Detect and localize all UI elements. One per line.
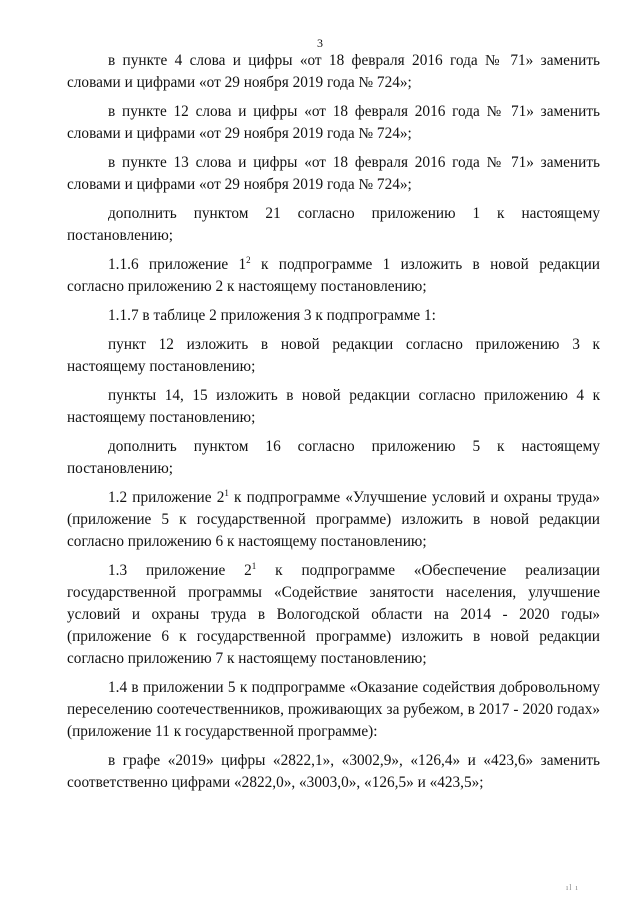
document-body — [67, 50, 600, 801]
paragraph-text: к подпрограмме «Улучшение условий и охраны труда» (приложение 5 к государственной программе) изложить в новой редакции согласно приложению 6 к настоящему постановлению; — [67, 489, 600, 550]
paragraph: пункт 12 изложить в новой редакции согласно приложению 3 к настоящему постановлению; — [67, 336, 600, 375]
paragraph-text: 1.3 приложение 2 — [108, 562, 252, 579]
paragraph-with-superscript — [67, 487, 600, 553]
superscript: 2 — [246, 254, 251, 265]
paragraph-with-superscript — [67, 254, 600, 298]
paragraph-text: 1.1.6 приложение 1 — [108, 256, 247, 273]
paragraph: 1.1.7 в таблице 2 приложения 3 к подпрограмме 1: — [108, 307, 436, 324]
paragraph: 1.4 в приложении 5 к подпрограмме «Оказание содействия добровольному переселению соотечественников, проживающих за рубежом, в 2017 - 2020 годах» (приложение 11 к государственной программе): — [67, 679, 600, 740]
paragraph: пункты 14, 15 изложить в новой редакции согласно приложению 4 к настоящему постановлению; — [67, 387, 600, 426]
superscript: 1 — [251, 560, 257, 571]
paragraph-text: к подпрограмме 1 изложить в новой редакции согласно приложению 2 к настоящему постановлению; — [67, 256, 600, 295]
scan-footer-mark: ıl ı — [566, 883, 579, 892]
page-number: 3 — [317, 36, 323, 50]
superscript: 1 — [224, 487, 229, 498]
paragraph: в пункте 13 слова и цифры «от 18 февраля 2016 года № 71» заменить словами и цифрами «от 29 ноября 2019 года № 724»; — [67, 154, 600, 193]
paragraph: в пункте 4 слова и цифры «от 18 февраля 2016 года № 71» заменить словами и цифрами «от 29 ноября 2019 года № 724»; — [67, 52, 600, 91]
paragraph: дополнить пунктом 21 согласно приложению 1 к настоящему постановлению; — [67, 205, 600, 244]
paragraph-text: 1.2 приложение 2 — [108, 489, 225, 506]
paragraph: в графе «2019» цифры «2822,1», «3002,9», «126,4» и «423,6» заменить соответственно цифрами «2822,0», «3003,0», «126,5» и «423,5»; — [67, 752, 600, 791]
paragraph: в пункте 12 слова и цифры «от 18 февраля 2016 года № 71» заменить словами и цифрами «от 29 ноября 2019 года № 724»; — [67, 103, 600, 142]
paragraph-text: к подпрограмме «Обеспечение реализации государственной программы «Содействие занятости населения, улучшение условий и охраны труда в Вологодской области на 2014 - 2020 годы» (приложение 6 к государственной программе) изложить в новой редакции согласно приложению 7 к настоящему постановлению; — [67, 562, 600, 667]
paragraph: дополнить пунктом 16 согласно приложению 5 к настоящему постановлению; — [67, 438, 600, 477]
paragraph-with-superscript — [67, 560, 600, 670]
